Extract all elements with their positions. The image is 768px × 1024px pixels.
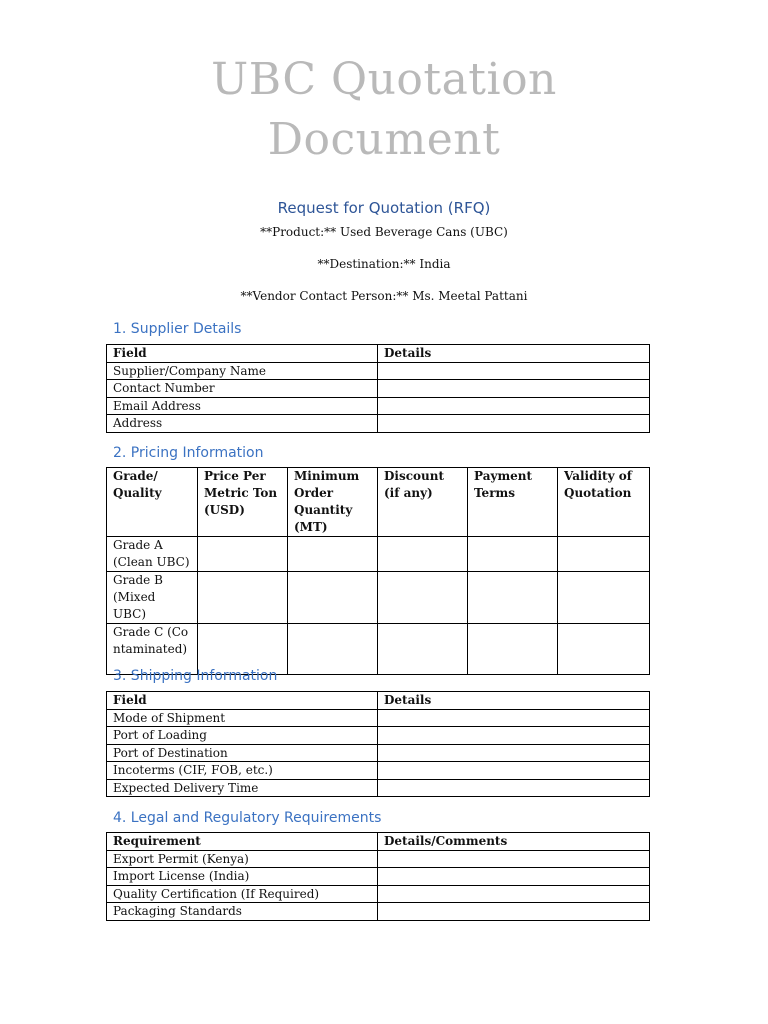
discount-cell[interactable] [378, 624, 468, 675]
moq-cell[interactable] [288, 537, 378, 572]
price-cell[interactable] [198, 537, 288, 572]
row-label: Address [107, 415, 378, 433]
table-row [107, 624, 650, 675]
validity-cell[interactable] [558, 537, 650, 572]
table-row [107, 744, 650, 762]
legal-requirements-table [106, 832, 650, 921]
header-discount: Discount (if any) [378, 468, 468, 537]
row-value-cell[interactable] [378, 762, 650, 780]
destination-line: **Destination:** India [317, 257, 451, 271]
vendor-contact-line: **Vendor Contact Person:** Ms. Meetal Pattani [240, 289, 528, 303]
row-value-cell[interactable] [378, 850, 650, 868]
payment-terms-cell[interactable] [468, 537, 558, 572]
legal-requirements-heading: 4. Legal and Regulatory Requirements [113, 810, 382, 826]
rfq-subtitle: Request for Quotation (RFQ) [277, 199, 491, 217]
price-cell[interactable] [198, 572, 288, 624]
product-line: **Product:** Used Beverage Cans (UBC) [260, 225, 508, 239]
supplier-details-heading: 1. Supplier Details [113, 321, 242, 337]
row-value-cell[interactable] [378, 380, 650, 398]
row-label: Email Address [107, 397, 378, 415]
row-label: Export Permit (Kenya) [107, 850, 378, 868]
row-value-cell[interactable] [378, 868, 650, 886]
row-label: Expected Delivery Time [107, 779, 378, 797]
table-header-row [107, 692, 650, 710]
table-row [107, 885, 650, 903]
row-value-cell[interactable] [378, 779, 650, 797]
row-value-cell[interactable] [378, 903, 650, 921]
moq-cell[interactable] [288, 624, 378, 675]
row-label: Supplier/Company Name [107, 362, 378, 380]
header-details-comments: Details/Comments [378, 833, 650, 851]
row-label: Packaging Standards [107, 903, 378, 921]
shipping-information-table [106, 691, 650, 797]
table-row [107, 415, 650, 433]
validity-cell[interactable] [558, 624, 650, 675]
pricing-information-heading: 2. Pricing Information [113, 445, 264, 461]
row-label: Contact Number [107, 380, 378, 398]
table-row [107, 709, 650, 727]
shipping-information-heading: 3. Shipping Information [113, 668, 278, 684]
document-title-line-1: UBC Quotation [211, 54, 557, 105]
discount-cell[interactable] [378, 572, 468, 624]
row-label: Port of Loading [107, 727, 378, 745]
row-label: Quality Certification (If Required) [107, 885, 378, 903]
table-row [107, 397, 650, 415]
header-details: Details [378, 692, 650, 710]
table-row [107, 903, 650, 921]
validity-cell[interactable] [558, 572, 650, 624]
table-row [107, 779, 650, 797]
table-row [107, 850, 650, 868]
row-value-cell[interactable] [378, 415, 650, 433]
payment-terms-cell[interactable] [468, 572, 558, 624]
row-label: Mode of Shipment [107, 709, 378, 727]
header-field: Field [107, 345, 378, 363]
document-title-line-2: Document [267, 114, 501, 165]
payment-terms-cell[interactable] [468, 624, 558, 675]
row-value-cell[interactable] [378, 362, 650, 380]
table-header-row [107, 833, 650, 851]
header-requirement: Requirement [107, 833, 378, 851]
supplier-details-table [106, 344, 650, 433]
table-row [107, 362, 650, 380]
table-row [107, 537, 650, 572]
header-details: Details [378, 345, 650, 363]
table-header-row [107, 468, 650, 537]
discount-cell[interactable] [378, 537, 468, 572]
table-header-row [107, 345, 650, 363]
header-field: Field [107, 692, 378, 710]
header-validity: Validity of Quotation [558, 468, 650, 537]
pricing-information-table [106, 467, 650, 675]
header-price-per-ton: Price Per Metric Ton (USD) [198, 468, 288, 537]
row-label: Incoterms (CIF, FOB, etc.) [107, 762, 378, 780]
header-min-order-qty: Minimum Order Quantity (MT) [288, 468, 378, 537]
table-row [107, 380, 650, 398]
table-row [107, 868, 650, 886]
moq-cell[interactable] [288, 572, 378, 624]
table-row [107, 762, 650, 780]
row-label: Grade B (Mixed UBC) [107, 572, 198, 624]
header-payment-terms: Payment Terms [468, 468, 558, 537]
row-value-cell[interactable] [378, 397, 650, 415]
table-row [107, 727, 650, 745]
row-label: Grade A (Clean UBC) [107, 537, 198, 572]
row-label: Port of Destination [107, 744, 378, 762]
header-grade-quality: Grade/ Quality [107, 468, 198, 537]
row-value-cell[interactable] [378, 885, 650, 903]
row-value-cell[interactable] [378, 744, 650, 762]
row-value-cell[interactable] [378, 709, 650, 727]
row-label: Grade C (Contaminated) [107, 624, 198, 675]
table-row [107, 572, 650, 624]
row-label: Import License (India) [107, 868, 378, 886]
price-cell[interactable] [198, 624, 288, 675]
row-value-cell[interactable] [378, 727, 650, 745]
document-title [0, 50, 768, 170]
